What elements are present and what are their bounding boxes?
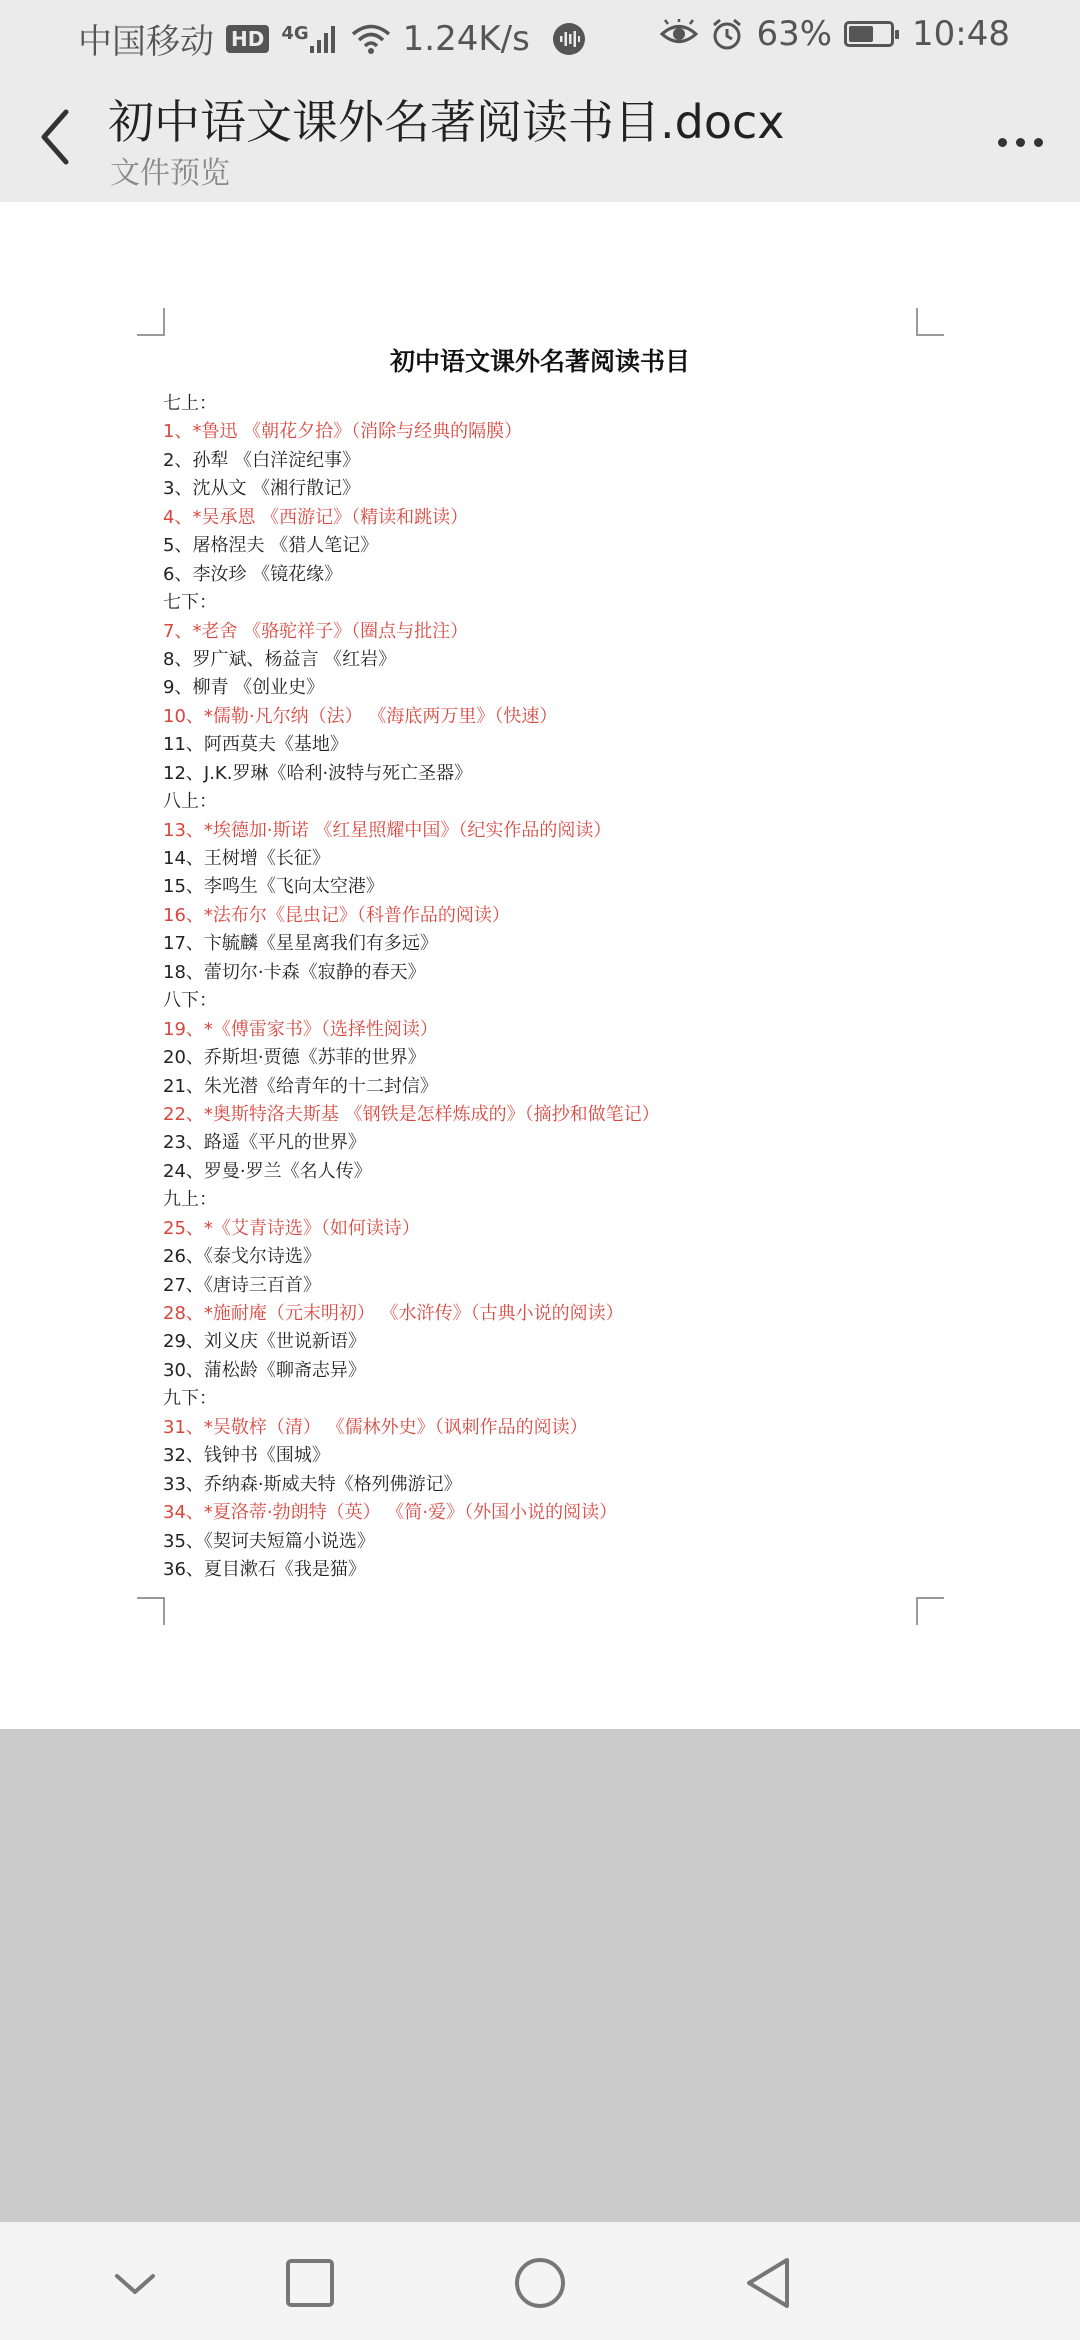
nav-recent-apps-button[interactable] bbox=[275, 2248, 345, 2318]
status-bar bbox=[0, 0, 1080, 72]
book-line: 36、夏目漱石《我是猫》 bbox=[163, 1558, 366, 1580]
key-book-line: 7、*老舍 《骆驼祥子》（圈点与批注） bbox=[163, 620, 469, 642]
reading-list bbox=[163, 390, 923, 1584]
key-book-line: 34、*夏洛蒂·勃朗特（英） 《简·爱》（外国小说的阅读） bbox=[163, 1502, 618, 1524]
triangle-back-icon bbox=[733, 2248, 803, 2318]
back-button[interactable] bbox=[28, 102, 88, 172]
more-dots-icon bbox=[1016, 138, 1025, 147]
cellular-signal-icon bbox=[281, 24, 338, 54]
more-dots-icon bbox=[1034, 138, 1043, 147]
alarm-icon bbox=[710, 17, 744, 51]
book-line: 20、乔斯坦·贾德《苏菲的世界》 bbox=[163, 1047, 426, 1069]
margin-corner-bottom-left bbox=[137, 1597, 165, 1625]
key-book-line: 22、*奥斯特洛夫斯基 《钢铁是怎样炼成的》（摘抄和做笔记） bbox=[163, 1103, 660, 1125]
book-line: 12、J.K.罗琳《哈利·波特与死亡圣器》 bbox=[163, 762, 473, 784]
book-line: 26、《泰戈尔诗选》 bbox=[163, 1246, 321, 1268]
book-line: 29、刘义庆《世说新语》 bbox=[163, 1331, 366, 1353]
status-left bbox=[78, 14, 586, 63]
book-line: 27、《唐诗三百首》 bbox=[163, 1274, 321, 1296]
margin-corner-top-right bbox=[916, 308, 944, 336]
clock: 10:48 bbox=[912, 14, 1010, 54]
preview-header bbox=[0, 72, 1080, 202]
nav-back-button[interactable] bbox=[733, 2248, 803, 2318]
book-line: 八下： bbox=[163, 990, 217, 1012]
network-speed: 1.24K/s bbox=[402, 18, 530, 59]
margin-corner-bottom-right bbox=[916, 1597, 944, 1625]
book-line: 17、卞毓麟《星星离我们有多远》 bbox=[163, 933, 438, 955]
book-line: 21、朱光潜《给青年的十二封信》 bbox=[163, 1075, 438, 1097]
key-book-line: 19、*《傅雷家书》（选择性阅读） bbox=[163, 1018, 438, 1040]
book-line: 23、路遥《平凡的世界》 bbox=[163, 1132, 366, 1154]
book-line: 18、蕾切尔·卡森《寂静的春天》 bbox=[163, 961, 426, 983]
margin-corner-top-left bbox=[137, 308, 165, 336]
viewer-background bbox=[0, 1729, 1080, 2222]
book-line: 七上： bbox=[163, 393, 217, 414]
key-book-line: 13、*埃德加·斯诺 《红星照耀中国》（纪实作品的阅读） bbox=[163, 819, 612, 841]
battery-percent: 63% bbox=[756, 14, 833, 54]
circle-icon bbox=[505, 2248, 575, 2318]
system-nav-bar bbox=[0, 2222, 1080, 2340]
book-line: 24、罗曼·罗兰《名人传》 bbox=[163, 1160, 372, 1182]
audio-wave-icon bbox=[552, 22, 586, 56]
square-icon bbox=[275, 2248, 345, 2318]
book-line: 32、钱钟书《围城》 bbox=[163, 1445, 330, 1467]
back-arrow-icon bbox=[28, 102, 88, 172]
key-book-line: 28、*施耐庵（元末明初） 《水浒传》（古典小说的阅读） bbox=[163, 1303, 624, 1324]
key-book-line: 16、*法布尔《昆虫记》（科普作品的阅读） bbox=[163, 904, 510, 926]
nav-hide-button[interactable] bbox=[100, 2248, 170, 2318]
battery-fill bbox=[849, 26, 873, 42]
book-line: 14、王树增《长征》 bbox=[163, 848, 330, 869]
more-options-button[interactable] bbox=[980, 112, 1060, 172]
document-title: 初中语文课外名著阅读书目 bbox=[389, 347, 690, 376]
network-type-label: 4G bbox=[281, 22, 309, 44]
book-line: 5、屠格涅夫 《猎人笔记》 bbox=[163, 535, 379, 557]
book-line: 6、李汝珍 《镜花缘》 bbox=[163, 563, 343, 585]
key-book-line: 31、*吴敬梓（清） 《儒林外史》（讽刺作品的阅读） bbox=[163, 1416, 588, 1438]
status-right bbox=[660, 14, 1010, 54]
more-dots-icon bbox=[998, 138, 1007, 147]
eye-comfort-icon bbox=[660, 19, 698, 49]
book-line: 2、孙犁 《白洋淀纪事》 bbox=[163, 449, 361, 471]
book-line: 九下： bbox=[163, 1388, 217, 1410]
nav-home-button[interactable] bbox=[505, 2248, 575, 2318]
book-line: 11、阿西莫夫《基地》 bbox=[163, 734, 348, 756]
wifi-icon bbox=[351, 23, 391, 55]
key-book-line: 25、*《艾青诗选》（如何读诗） bbox=[163, 1217, 420, 1239]
book-line: 3、沈从文 《湘行散记》 bbox=[163, 478, 361, 500]
key-book-line: 4、*吴承恩 《西游记》（精读和跳读） bbox=[163, 506, 469, 528]
book-line: 九上： bbox=[163, 1189, 217, 1211]
key-book-line: 10、*儒勒·凡尔纳（法） 《海底两万里》（快速） bbox=[163, 705, 558, 727]
book-line: 30、蒲松龄《聊斋志异》 bbox=[163, 1359, 366, 1381]
hd-badge: HD bbox=[226, 25, 269, 53]
file-title: 初中语文课外名著阅读书目.docx bbox=[108, 95, 785, 149]
key-book-line: 1、*鲁迅 《朝花夕拾》（消除与经典的隔膜） bbox=[163, 421, 523, 443]
book-line: 七下： bbox=[163, 592, 217, 614]
carrier-label: 中国移动 bbox=[78, 22, 214, 62]
signal-bars-icon bbox=[309, 24, 339, 54]
chevron-down-icon bbox=[100, 2248, 170, 2318]
document-page[interactable] bbox=[0, 202, 1080, 1729]
book-line: 8、罗广斌、杨益言 《红岩》 bbox=[163, 648, 397, 670]
battery-icon bbox=[844, 21, 894, 47]
book-line: 35、《契诃夫短篇小说选》 bbox=[163, 1530, 375, 1552]
book-line: 15、李鸣生《飞向太空港》 bbox=[163, 876, 384, 898]
file-subtitle: 文件预览 bbox=[110, 156, 230, 191]
book-line: 八上： bbox=[163, 791, 217, 813]
book-line: 33、乔纳森·斯威夫特《格列佛游记》 bbox=[163, 1473, 462, 1495]
book-line: 9、柳青 《创业史》 bbox=[163, 677, 325, 699]
